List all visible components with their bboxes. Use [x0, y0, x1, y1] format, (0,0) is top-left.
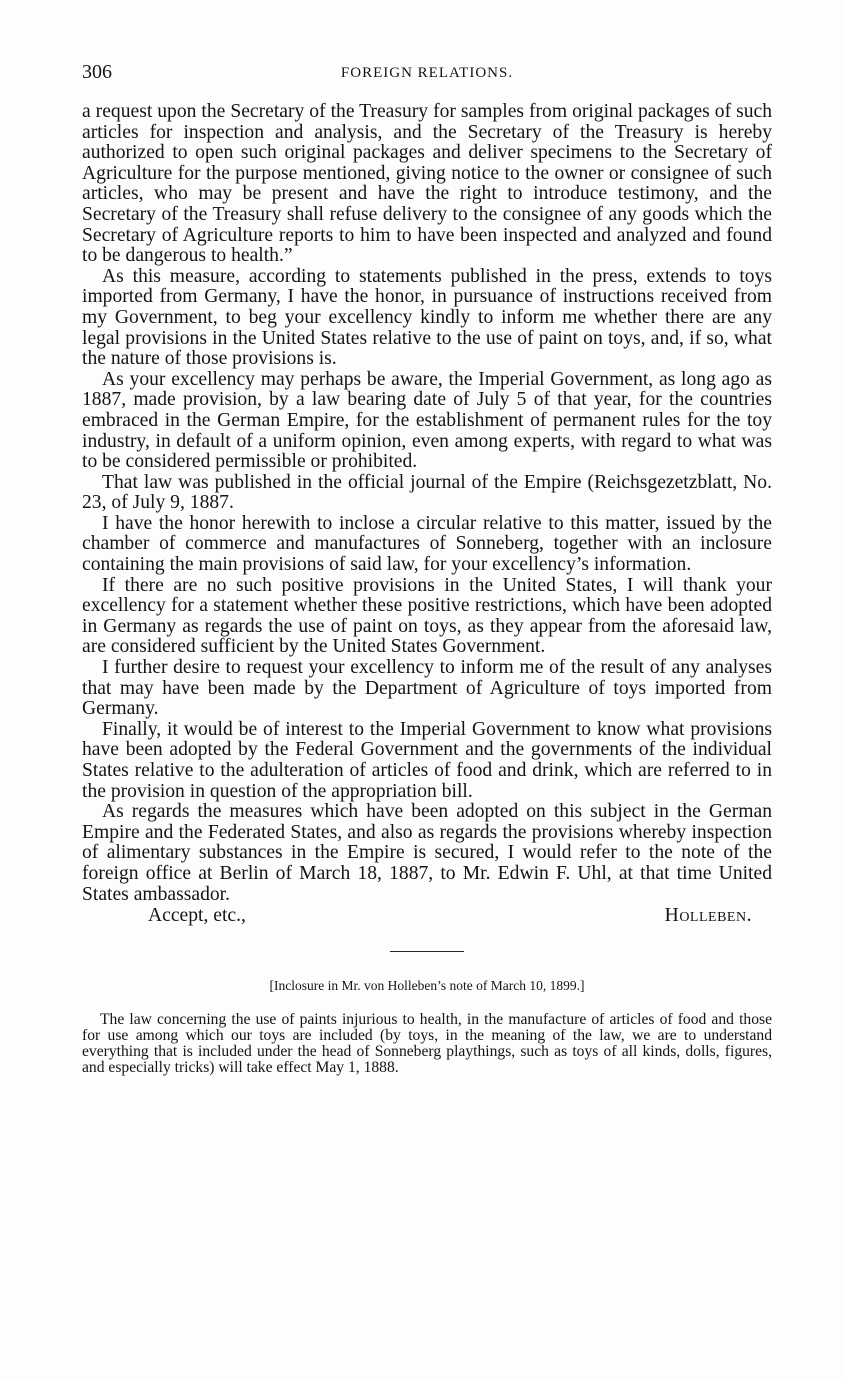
document-page [82, 58, 772, 1075]
running-head: FOREIGN RELATIONS. [340, 65, 514, 81]
paragraph: As this measure, according to statements published in the press, extends to toys imported from Germany, I have the honor, in pursuance of instructions received from my Government, to beg your excellency kindly to inform me whether there are any legal provisions in the United States relative to the use of paint on toys, and, if so, what the nature of those provisions is. [82, 265, 772, 370]
complimentary-close: Accept, etc., [148, 905, 246, 927]
signature: Holleben. [664, 905, 752, 927]
enclosure-heading: [Inclosure in Mr. von Holleben’s note of March 10, 1899.] [269, 978, 585, 994]
paragraph-continuation: a request upon the Secretary of the Treasury for samples from original packages of such articles for inspection and analysis, and the Secretary of the Treasury is hereby authorized to open such original packages and deliver specimens to the Secretary of Agriculture for the purpose mentioned, giving notice to the owner or consignee of such articles, who may be present and have the right to introduce testimony, and the Secretary of the Treasury shall refuse delivery to the consignee of any goods which the Secretary of Agriculture reports to him to have been inspected and analyzed and found to be dangerous to health.” [82, 101, 772, 267]
paragraph: That law was published in the official journal of the Empire (Reichsgezetzblatt, No. 23, of July 9, 1887. [82, 471, 772, 514]
page-number: 306 [82, 61, 112, 83]
enclosure-text: The law concerning the use of paints injurious to health, in the manufacture of articles of food and those for use among which our toys are included (by toys, in the meaning of the law, we are to understand everything that is included under the head of Sonneberg playthings, such as toys of all kinds, dolls, figures, and especially tricks) will take effect May 1, 1888. [82, 1011, 772, 1076]
paragraph: As regards the measures which have been adopted on this subject in the German Empire and the Federated States, and also as regards the provisions whereby inspection of alimentary substances in the Empire is secured, I would refer to the note of the foreign office at Berlin of March 18, 1887, to Mr. Edwin F. Uhl, at that time United States ambassador. [82, 801, 772, 905]
paragraph: I have the honor herewith to inclose a circular relative to this matter, issued by the chamber of commerce and manufactures of Sonneberg, together with an inclosure containing the main provisions of said law, for your excellency’s information. [82, 512, 772, 576]
letter-closing [82, 905, 772, 929]
page-header [82, 58, 772, 88]
paragraph: Finally, it would be of interest to the Imperial Government to know what provisions have been adopted by the Federal Government and the governments of the individual States relative to the adulteration of articles of food and drink, which are referred to in the provision in question of the appropriation bill. [82, 718, 772, 802]
section-divider [390, 951, 464, 952]
letter-body [82, 102, 772, 905]
paragraph: I further desire to request your excellency to inform me of the result of any analyses that may have been made by the Department of Agriculture of toys imported from Germany. [82, 657, 772, 720]
paragraph: As your excellency may perhaps be aware, the Imperial Government, as long ago as 1887, made provision, by a law bearing date of July 5 of that year, for the countries embraced in the German Empire, for the establishment of permanent rules for the toy industry, in default of a uniform opinion, even among experts, with regard to what was to be considered permissible or prohibited. [82, 368, 772, 473]
paragraph: If there are no such positive provisions in the United States, I will thank your excellency for a statement whether these positive restrictions, which have been adopted in Germany as regards the use of paint on toys, as they appear from the aforesaid law, are considered sufficient by the United States Government. [82, 574, 772, 658]
